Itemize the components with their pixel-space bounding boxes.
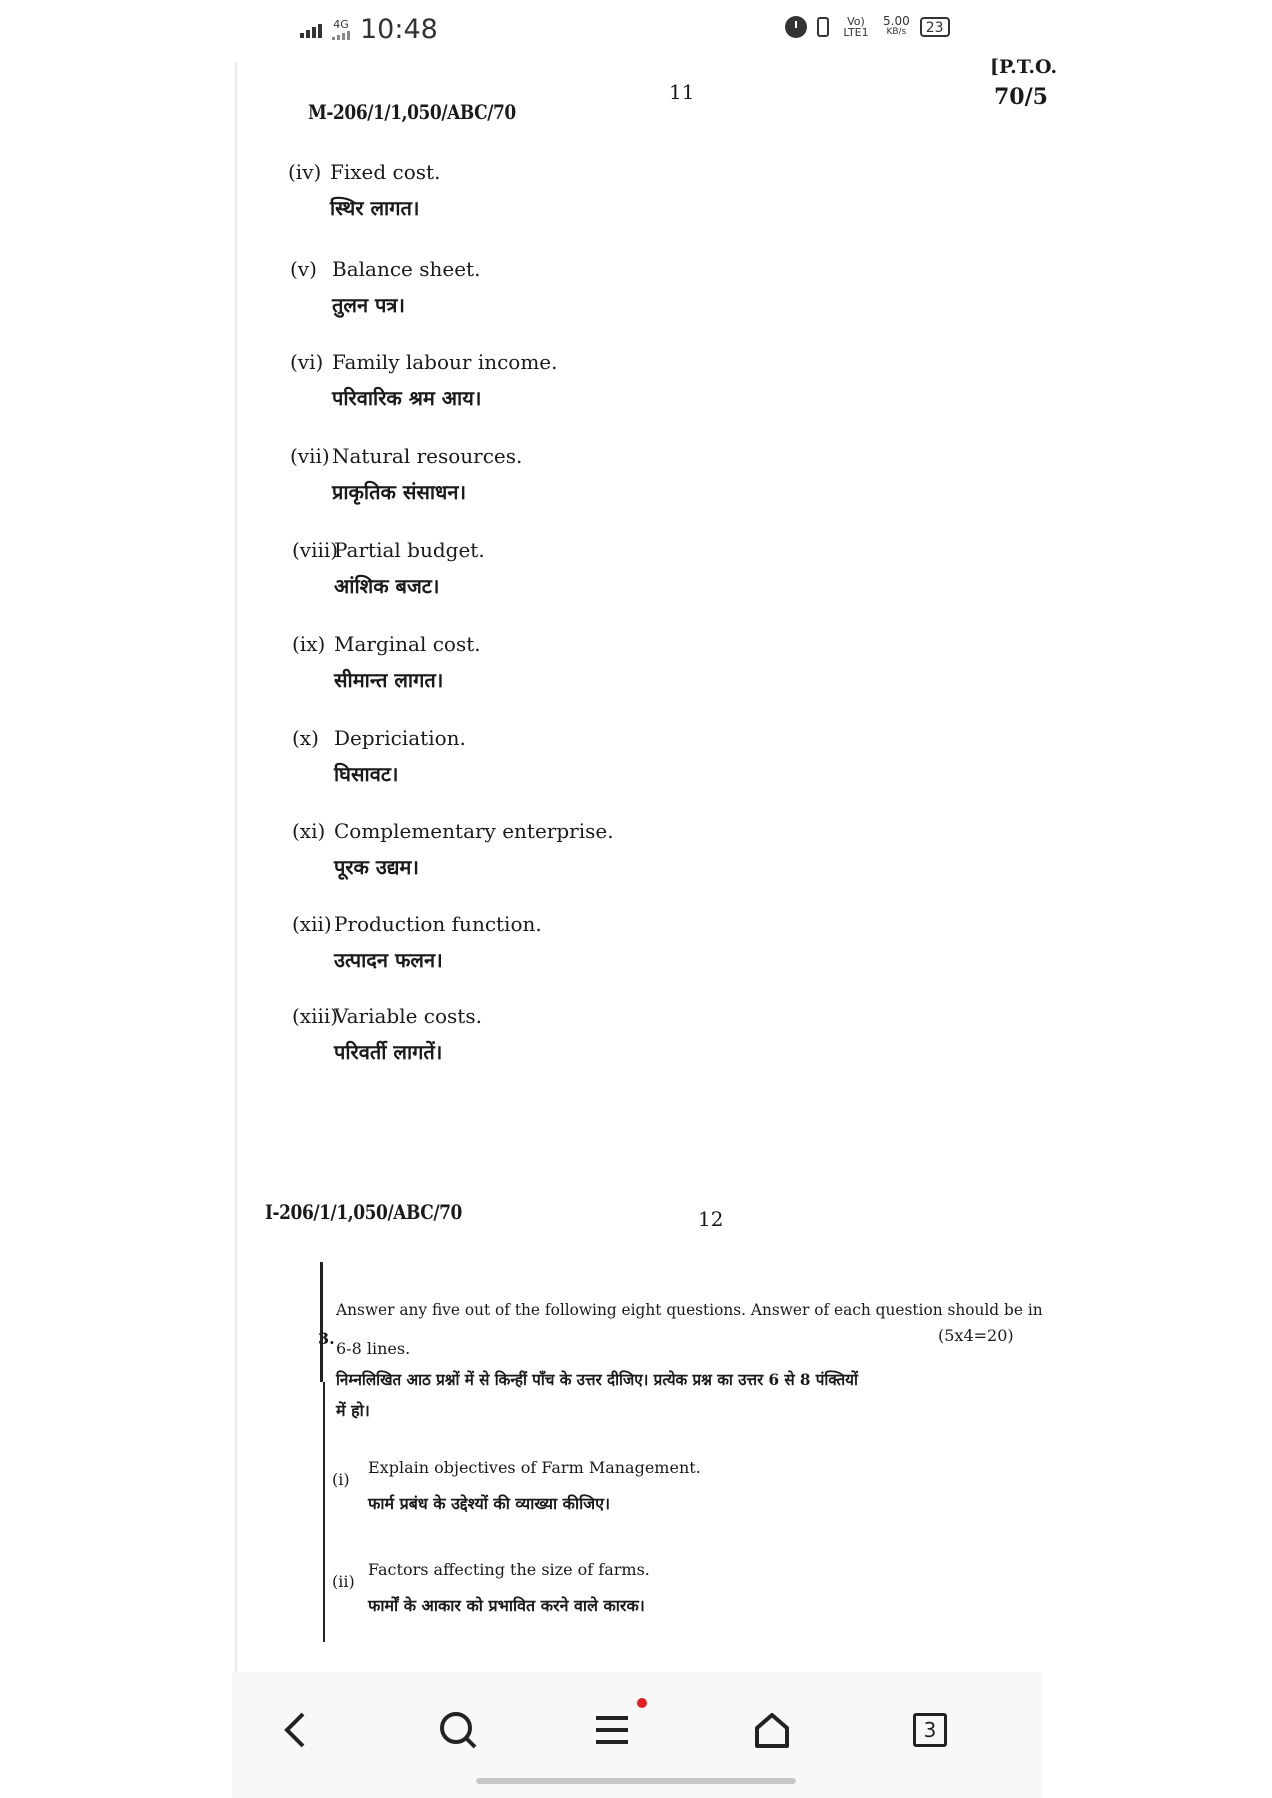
menu-button[interactable] (582, 1700, 642, 1760)
margin-rule-lower (323, 1382, 325, 1642)
hamburger-menu-icon (592, 1712, 632, 1748)
paper-code-next-page: I-206/1/1,050/ABC/70 (265, 1200, 462, 1224)
item-term-hi: घिसावट। (334, 762, 399, 786)
item-term-en: Balance sheet. (332, 257, 481, 281)
sub-question-en: Factors affecting the size of farms. (368, 1560, 650, 1579)
home-button[interactable] (742, 1700, 802, 1760)
item-term-hi: प्राकृतिक संसाधन। (332, 480, 467, 504)
item-term-en: Complementary enterprise. (334, 819, 614, 843)
bottom-navigation-bar (232, 1672, 1042, 1798)
item-number: (xii) (292, 912, 332, 936)
signal-strength-icon (300, 22, 322, 38)
home-icon (752, 1710, 792, 1750)
item-term-en: Depriciation. (334, 726, 466, 750)
item-term-hi: परिवर्ती लागतें। (334, 1040, 443, 1064)
sub-question-number: (ii) (332, 1572, 355, 1591)
battery-level: 23 (925, 20, 944, 36)
item-number: (viii) (292, 538, 339, 562)
pto-label: [P.T.O. (990, 56, 1058, 78)
item-term-en: Family labour income. (332, 350, 558, 374)
item-number: (v) (290, 257, 317, 281)
item-term-hi: आंशिक बजट। (334, 574, 440, 598)
item-term-hi: सीमान्त लागत। (334, 668, 444, 692)
network-speed-unit: KB/s (886, 27, 907, 37)
question-instruction-hi: निम्नलिखित आठ प्रश्नों में से किन्हीं पाँच के उत्तर दीजिए। प्रत्येक प्रश्न का उत्तर 6 से 8 पंक्तियों (336, 1370, 858, 1389)
item-term-en: Marginal cost. (334, 632, 481, 656)
item-term-en: Fixed cost. (330, 160, 441, 184)
item-term-hi: उत्पादन फलन। (334, 948, 443, 972)
item-term-hi: तुलन पत्र। (332, 293, 406, 317)
question-instruction-en: Answer any five out of the following eight questions. Answer of each question should be in (336, 1300, 1043, 1319)
item-number: (ix) (292, 632, 326, 656)
home-indicator-bar[interactable] (476, 1778, 796, 1784)
item-number: (iv) (288, 160, 322, 184)
item-term-en: Production function. (334, 912, 542, 936)
question-instruction-en-cont: 6-8 lines. (336, 1339, 411, 1358)
sub-question-number: (i) (332, 1470, 350, 1489)
volte-indicator: Vo) LTE1 (843, 15, 869, 39)
page-number: 11 (669, 80, 695, 104)
item-term-en: Natural resources. (332, 444, 523, 468)
vibrate-icon (817, 17, 829, 37)
sub-question-hi: फार्म प्रबंध के उद्देश्यों की व्याख्या कीजिए। (368, 1494, 611, 1513)
battery-icon (920, 17, 950, 37)
search-icon (437, 1709, 479, 1751)
network-type-label: 4G (333, 17, 349, 31)
tabs-count: 3 (913, 1713, 947, 1747)
clock-time: 10:48 (360, 14, 438, 45)
margin-rule (320, 1262, 323, 1382)
question-instruction-hi-cont: में हो। (336, 1401, 370, 1420)
question-number: 3. (318, 1329, 335, 1348)
paper-code: M-206/1/1,050/ABC/70 (308, 100, 516, 124)
search-button[interactable] (428, 1700, 488, 1760)
item-term-hi: स्थिर लागत। (330, 196, 420, 220)
item-number: (x) (292, 726, 319, 750)
item-term-hi: पूरक उद्यम। (334, 855, 419, 879)
question-marks: (5x4=20) (938, 1326, 1014, 1345)
item-term-en: Variable costs. (334, 1004, 482, 1028)
item-number: (vi) (290, 350, 324, 374)
item-term-en: Partial budget. (334, 538, 485, 562)
network-speed (883, 16, 910, 38)
item-number: (xi) (292, 819, 326, 843)
sub-question-en: Explain objectives of Farm Management. (368, 1458, 701, 1477)
item-number: (xiii) (292, 1004, 339, 1028)
network-speed-value: 5.00 (883, 14, 910, 28)
alarm-icon (785, 16, 807, 38)
page-number-next-page: 12 (698, 1207, 724, 1231)
signal-strength-secondary-icon (332, 30, 350, 40)
marks-label: 70/5 (994, 84, 1048, 110)
document-viewer[interactable] (232, 56, 1058, 1672)
notification-dot (637, 1698, 647, 1708)
chevron-left-icon (279, 1710, 313, 1750)
tabs-button[interactable] (900, 1700, 960, 1760)
item-number: (vii) (290, 444, 330, 468)
item-term-hi: परिवारिक श्रम आय। (332, 386, 482, 410)
back-button[interactable] (266, 1700, 326, 1760)
status-bar (0, 0, 1272, 62)
sub-question-hi: फार्मों के आकार को प्रभावित करने वाले कारक। (368, 1596, 645, 1615)
